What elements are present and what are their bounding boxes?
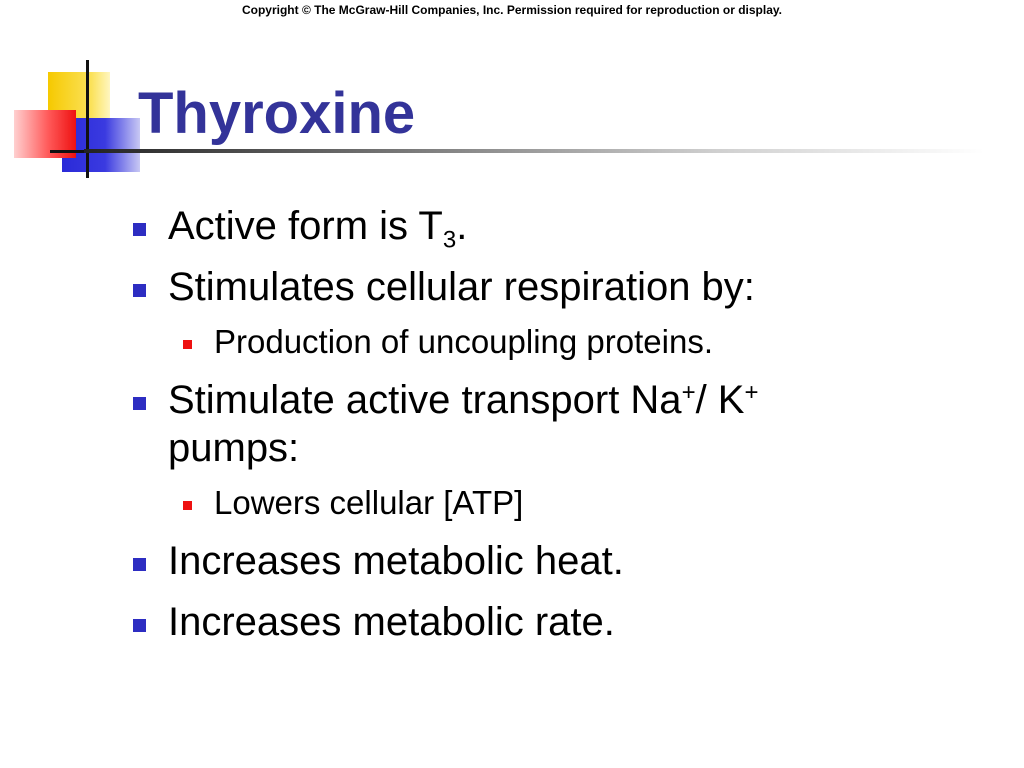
copyright-notice: Copyright © The McGraw-Hill Companies, Inc. Permission required for reproduction or display. [241, 3, 783, 17]
bullet-superscript: + [744, 378, 759, 406]
blue-square-bullet-icon [133, 619, 146, 632]
slide-title: Thyroxine [138, 81, 416, 146]
bullet-subscript: 3 [442, 226, 457, 254]
bullet-text: Active form is T [168, 204, 443, 248]
bullet-superscript: + [681, 378, 696, 406]
bullet-text-end: . [456, 204, 468, 248]
red-square-bullet-icon [183, 340, 192, 349]
bullet-text-mid: / K [695, 378, 745, 422]
bullet-item [168, 376, 759, 472]
blue-square-bullet-icon [133, 284, 146, 297]
bullet-line: pumps: [168, 426, 300, 470]
bullet-line [168, 376, 759, 424]
sub-bullet-item: Production of uncoupling proteins. [214, 323, 713, 360]
red-square-bullet-icon [183, 501, 192, 510]
bullet-item: Stimulates cellular respiration by: [168, 265, 755, 309]
bullet-item: Increases metabolic heat. [168, 539, 624, 583]
bullet-item [168, 202, 468, 254]
bullet-item: Increases metabolic rate. [168, 600, 615, 644]
blue-square-bullet-icon [133, 558, 146, 571]
sub-bullet-item: Lowers cellular [ATP] [214, 484, 524, 521]
bullet-text: Stimulate active transport Na [168, 378, 682, 422]
blue-square-bullet-icon [133, 397, 146, 410]
blue-square-bullet-icon [133, 223, 146, 236]
